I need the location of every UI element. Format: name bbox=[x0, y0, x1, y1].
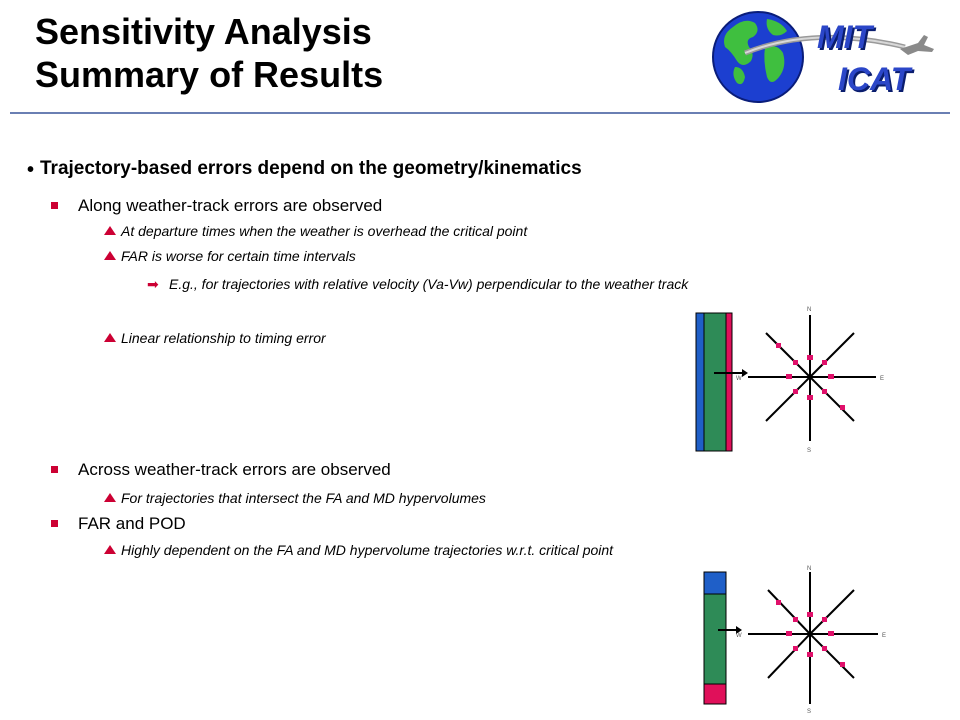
main-bullet bbox=[27, 158, 582, 181]
detail-item-text: Linear relationship to timing error bbox=[121, 330, 326, 346]
triangle-bullet-icon bbox=[104, 226, 116, 235]
sub-bullet-text: FAR and POD bbox=[78, 514, 186, 533]
example-item-text: E.g., for trajectories with relative velocity (Va-Vw) perpendicular to the weather track bbox=[169, 276, 689, 292]
compass-east-label: E bbox=[882, 633, 887, 639]
weather-band-red bbox=[726, 313, 732, 451]
triangle-bullet-icon bbox=[104, 251, 116, 260]
weather-band-blue bbox=[696, 313, 704, 451]
detail-item bbox=[121, 330, 326, 346]
trajectory-diagram-along-track bbox=[690, 305, 900, 460]
sub-bullet-text: Across weather-track errors are observed bbox=[78, 460, 391, 479]
triangle-bullet-icon bbox=[104, 493, 116, 502]
sub-bullet-text: Along weather-track errors are observed bbox=[78, 196, 383, 215]
detail-item bbox=[121, 490, 486, 506]
detail-item bbox=[121, 223, 527, 239]
arrowhead-icon bbox=[742, 369, 748, 377]
slide-title bbox=[35, 10, 383, 96]
compass-rays bbox=[748, 572, 878, 704]
title-line-2: Summary of Results bbox=[35, 54, 384, 95]
main-bullet-text: Trajectory-based errors depend on the geometry/kinematics bbox=[40, 158, 582, 179]
square-bullet-icon bbox=[51, 466, 58, 473]
detail-item-text: Highly dependent on the FA and MD hypervolume trajectories w.r.t. critical point bbox=[121, 542, 614, 558]
compass-south-label: S bbox=[807, 448, 812, 454]
detail-item-text: FAR is worse for certain time intervals bbox=[121, 248, 356, 264]
trajectory-diagram-across-track bbox=[700, 564, 900, 714]
compass-north-label: N bbox=[807, 566, 812, 572]
sub-bullet-along-track bbox=[78, 196, 382, 216]
compass-south-label: S bbox=[807, 709, 812, 714]
compass-west-label: W bbox=[736, 633, 742, 639]
weather-band-green bbox=[704, 313, 726, 451]
weather-band-red bbox=[704, 684, 726, 704]
title-divider bbox=[10, 112, 950, 114]
compass-rays bbox=[748, 315, 876, 441]
detail-item bbox=[121, 542, 613, 558]
compass-east-label: E bbox=[880, 376, 885, 382]
title-line-1: Sensitivity Analysis bbox=[35, 11, 372, 52]
logo-mit-text: MIT bbox=[817, 19, 873, 55]
right-arrow-icon: ➡ bbox=[147, 276, 159, 292]
bullet-dot-icon: • bbox=[27, 159, 35, 181]
triangle-bullet-icon bbox=[104, 333, 116, 342]
detail-item-text: For trajectories that intersect the FA and MD hypervolumes bbox=[121, 490, 486, 506]
logo-icat-text: ICAT bbox=[838, 61, 911, 97]
compass-north-label: N bbox=[807, 307, 812, 313]
weather-band-green bbox=[704, 594, 726, 684]
example-item bbox=[147, 270, 819, 298]
triangle-bullet-icon bbox=[104, 545, 116, 554]
sub-bullet-across-track bbox=[78, 460, 391, 480]
sub-bullet-far-pod bbox=[78, 514, 186, 534]
mit-icat-logo bbox=[705, 5, 945, 110]
detail-item bbox=[121, 248, 356, 264]
square-bullet-icon bbox=[51, 202, 58, 209]
compass-west-label: W bbox=[736, 376, 742, 382]
detail-item-text: At departure times when the weather is overhead the critical point bbox=[121, 223, 528, 239]
square-bullet-icon bbox=[51, 520, 58, 527]
weather-band-blue bbox=[704, 572, 726, 594]
